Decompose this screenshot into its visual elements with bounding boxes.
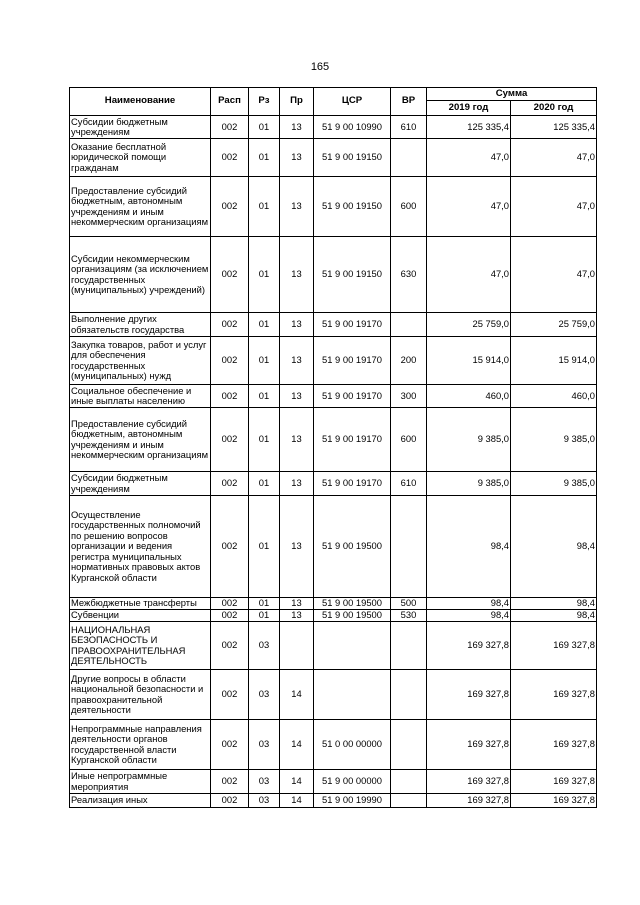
cell-pr: 13 [280, 313, 314, 337]
cell-name: Предоставление субсидий бюджетным, автономным учреждениям и иным некоммерческим организациям [70, 177, 211, 237]
cell-sum-2020: 460,0 [511, 385, 597, 408]
header-rasp: Расп [211, 88, 249, 116]
cell-csr: 51 9 00 19500 [314, 496, 391, 598]
cell-pr: 14 [280, 670, 314, 720]
header-year-2020: 2020 год [511, 101, 597, 116]
header-rz: Рз [249, 88, 280, 116]
table-row [70, 610, 597, 622]
cell-sum-2019: 460,0 [427, 385, 511, 408]
cell-csr: 51 9 00 19150 [314, 139, 391, 177]
table-header [70, 88, 597, 116]
cell-sum-2020: 47,0 [511, 177, 597, 237]
cell-csr: 51 9 00 00000 [314, 770, 391, 794]
cell-sum-2020: 98,4 [511, 598, 597, 610]
cell-sum-2019: 47,0 [427, 139, 511, 177]
cell-vr [391, 313, 427, 337]
table-row [70, 794, 597, 808]
cell-rz: 01 [249, 610, 280, 622]
table-row [70, 237, 597, 313]
cell-csr: 51 9 00 19170 [314, 408, 391, 472]
cell-name: Предоставление субсидий бюджетным, автономным учреждениям и иным некоммерческим организациям [70, 408, 211, 472]
cell-sum-2020: 9 385,0 [511, 472, 597, 496]
cell-vr [391, 670, 427, 720]
cell-pr: 13 [280, 177, 314, 237]
cell-sum-2019: 169 327,8 [427, 770, 511, 794]
cell-name: НАЦИОНАЛЬНАЯ БЕЗОПАСНОСТЬ И ПРАВООХРАНИТЕЛЬНАЯ ДЕЯТЕЛЬНОСТЬ [70, 622, 211, 670]
cell-rz: 01 [249, 598, 280, 610]
header-sum: Сумма [427, 88, 597, 101]
cell-pr [280, 622, 314, 670]
table-row [70, 720, 597, 770]
cell-rasp: 002 [211, 670, 249, 720]
cell-rz: 03 [249, 720, 280, 770]
cell-sum-2019: 25 759,0 [427, 313, 511, 337]
cell-rasp: 002 [211, 794, 249, 808]
cell-csr: 51 9 00 19170 [314, 313, 391, 337]
cell-rz: 01 [249, 385, 280, 408]
cell-vr: 610 [391, 472, 427, 496]
cell-rz: 01 [249, 177, 280, 237]
cell-rasp: 002 [211, 622, 249, 670]
cell-rasp: 002 [211, 496, 249, 598]
cell-name: Выполнение других обязательств государства [70, 313, 211, 337]
cell-sum-2020: 47,0 [511, 237, 597, 313]
cell-sum-2019: 169 327,8 [427, 794, 511, 808]
cell-vr: 600 [391, 408, 427, 472]
cell-name: Реализация иных [70, 794, 211, 808]
cell-name: Оказание бесплатной юридической помощи гражданам [70, 139, 211, 177]
cell-pr: 13 [280, 237, 314, 313]
cell-csr: 51 9 00 19500 [314, 610, 391, 622]
cell-csr [314, 622, 391, 670]
cell-csr: 51 9 00 19170 [314, 472, 391, 496]
cell-pr: 13 [280, 598, 314, 610]
cell-csr: 51 9 00 19150 [314, 177, 391, 237]
cell-sum-2020: 25 759,0 [511, 313, 597, 337]
cell-pr: 13 [280, 116, 314, 139]
cell-vr [391, 794, 427, 808]
header-year-2019: 2019 год [427, 101, 511, 116]
cell-vr [391, 496, 427, 598]
cell-name: Субсидии некоммерческим организациям (за исключением государственных (муниципальных) учреждений) [70, 237, 211, 313]
cell-vr [391, 622, 427, 670]
table-row [70, 408, 597, 472]
table-row [70, 670, 597, 720]
cell-sum-2019: 125 335,4 [427, 116, 511, 139]
cell-rasp: 002 [211, 116, 249, 139]
cell-sum-2020: 47,0 [511, 139, 597, 177]
page-number: 165 [310, 61, 330, 73]
cell-csr: 51 9 00 19170 [314, 337, 391, 385]
cell-sum-2020: 98,4 [511, 610, 597, 622]
cell-sum-2019: 169 327,8 [427, 670, 511, 720]
cell-pr: 13 [280, 139, 314, 177]
cell-rasp: 002 [211, 598, 249, 610]
cell-sum-2019: 47,0 [427, 177, 511, 237]
table-row [70, 770, 597, 794]
cell-name: Другие вопросы в области национальной безопасности и правоохранительной деятельности [70, 670, 211, 720]
cell-sum-2019: 169 327,8 [427, 720, 511, 770]
table-body [70, 116, 597, 808]
table-row [70, 472, 597, 496]
cell-pr: 13 [280, 610, 314, 622]
cell-vr: 200 [391, 337, 427, 385]
cell-name: Субсидии бюджетным учреждениям [70, 116, 211, 139]
cell-sum-2019: 98,4 [427, 598, 511, 610]
cell-vr: 530 [391, 610, 427, 622]
table-row [70, 313, 597, 337]
cell-vr [391, 139, 427, 177]
cell-pr: 13 [280, 496, 314, 598]
cell-pr: 13 [280, 408, 314, 472]
cell-rasp: 002 [211, 237, 249, 313]
cell-csr: 51 9 00 19150 [314, 237, 391, 313]
cell-sum-2020: 98,4 [511, 496, 597, 598]
table-row [70, 337, 597, 385]
cell-sum-2020: 15 914,0 [511, 337, 597, 385]
cell-rz: 01 [249, 472, 280, 496]
cell-name: Субсидии бюджетным учреждениям [70, 472, 211, 496]
cell-rz: 01 [249, 408, 280, 472]
cell-rasp: 002 [211, 139, 249, 177]
cell-pr: 13 [280, 385, 314, 408]
table-row [70, 116, 597, 139]
header-name: Наименование [70, 88, 211, 116]
header-csr: ЦСР [314, 88, 391, 116]
cell-sum-2019: 15 914,0 [427, 337, 511, 385]
cell-name: Осуществление государственных полномочий по решению вопросов организации и ведения регистра муниципальных нормативных правовых актов Курганской области [70, 496, 211, 598]
cell-pr: 13 [280, 472, 314, 496]
cell-csr: 51 9 00 19500 [314, 598, 391, 610]
cell-csr: 51 9 00 19170 [314, 385, 391, 408]
cell-sum-2019: 47,0 [427, 237, 511, 313]
cell-rasp: 002 [211, 770, 249, 794]
table-row [70, 139, 597, 177]
cell-vr: 300 [391, 385, 427, 408]
cell-rasp: 002 [211, 313, 249, 337]
cell-sum-2019: 98,4 [427, 496, 511, 598]
cell-sum-2020: 169 327,8 [511, 720, 597, 770]
cell-vr [391, 720, 427, 770]
cell-sum-2020: 169 327,8 [511, 770, 597, 794]
budget-table [69, 87, 597, 808]
cell-vr: 630 [391, 237, 427, 313]
cell-name: Социальное обеспечение и иные выплаты населению [70, 385, 211, 408]
table-row [70, 177, 597, 237]
cell-sum-2019: 9 385,0 [427, 472, 511, 496]
cell-rasp: 002 [211, 337, 249, 385]
header-vr: ВР [391, 88, 427, 116]
cell-rasp: 002 [211, 720, 249, 770]
cell-rz: 03 [249, 794, 280, 808]
cell-vr: 500 [391, 598, 427, 610]
cell-sum-2020: 169 327,8 [511, 794, 597, 808]
cell-rz: 01 [249, 337, 280, 385]
cell-name: Межбюджетные трансферты [70, 598, 211, 610]
cell-rz: 01 [249, 496, 280, 598]
cell-name: Закупка товаров, работ и услуг для обеспечения государственных (муниципальных) нужд [70, 337, 211, 385]
cell-sum-2020: 9 385,0 [511, 408, 597, 472]
cell-sum-2019: 169 327,8 [427, 622, 511, 670]
cell-pr: 13 [280, 337, 314, 385]
cell-csr: 51 9 00 10990 [314, 116, 391, 139]
cell-name: Непрограммные направления деятельности органов государственной власти Курганской области [70, 720, 211, 770]
cell-pr: 14 [280, 720, 314, 770]
table-row [70, 622, 597, 670]
cell-csr [314, 670, 391, 720]
header-pr: Пр [280, 88, 314, 116]
table-row [70, 496, 597, 598]
cell-csr: 51 9 00 19990 [314, 794, 391, 808]
cell-sum-2019: 98,4 [427, 610, 511, 622]
cell-vr [391, 770, 427, 794]
cell-rasp: 002 [211, 385, 249, 408]
cell-sum-2020: 169 327,8 [511, 622, 597, 670]
cell-rasp: 002 [211, 408, 249, 472]
cell-name: Субвенции [70, 610, 211, 622]
cell-rasp: 002 [211, 177, 249, 237]
table-row [70, 385, 597, 408]
cell-rasp: 002 [211, 610, 249, 622]
cell-rz: 01 [249, 139, 280, 177]
cell-rz: 01 [249, 313, 280, 337]
cell-vr: 600 [391, 177, 427, 237]
cell-pr: 14 [280, 770, 314, 794]
cell-rasp: 002 [211, 472, 249, 496]
cell-rz: 03 [249, 670, 280, 720]
cell-sum-2019: 9 385,0 [427, 408, 511, 472]
cell-rz: 01 [249, 237, 280, 313]
cell-rz: 03 [249, 770, 280, 794]
cell-rz: 03 [249, 622, 280, 670]
cell-csr: 51 0 00 00000 [314, 720, 391, 770]
cell-sum-2020: 169 327,8 [511, 670, 597, 720]
cell-pr: 14 [280, 794, 314, 808]
cell-sum-2020: 125 335,4 [511, 116, 597, 139]
cell-rz: 01 [249, 116, 280, 139]
cell-name: Иные непрограммные мероприятия [70, 770, 211, 794]
table-row [70, 598, 597, 610]
cell-vr: 610 [391, 116, 427, 139]
